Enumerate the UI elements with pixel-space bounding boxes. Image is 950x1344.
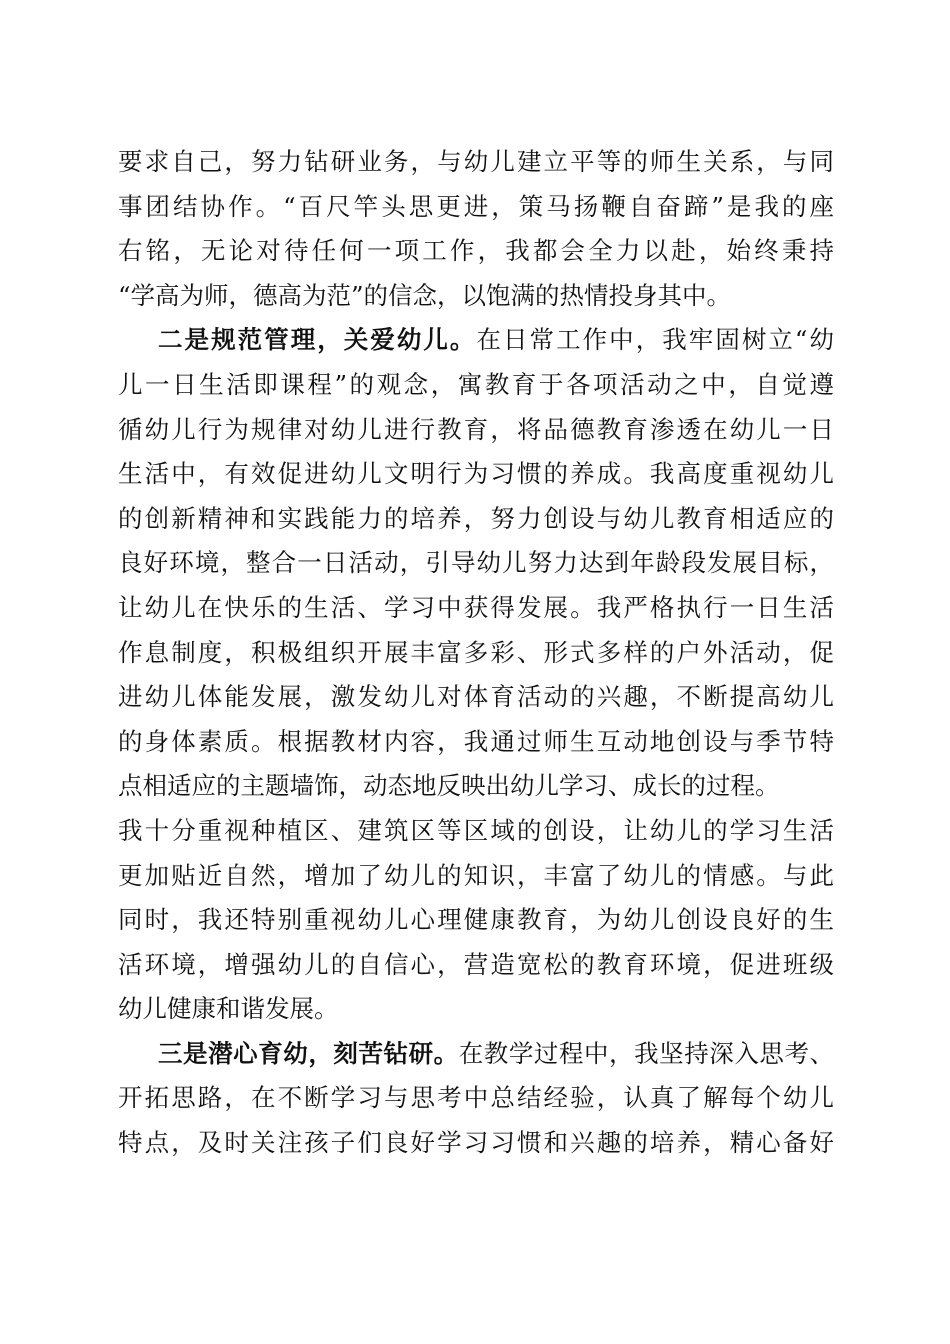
text-line: 活环境，增强幼儿的自信心，营造宽松的教育环境，促进班级: [118, 949, 834, 979]
text-line: 生活中，有效促进幼儿文明行为习惯的养成。我高度重视幼儿: [118, 459, 834, 489]
text-line: 右铭，无论对待任何一项工作，我都会全力以赴，始终秉持: [118, 236, 834, 266]
paragraph-1: [118, 140, 834, 318]
text-line: 同时，我还特别重视幼儿心理健康教育，为幼儿创设良好的生: [118, 905, 834, 935]
text-line: 的创新精神和实践能力的培养，努力创设与幼儿教育相适应的: [118, 503, 834, 533]
text-line: 幼儿健康和谐发展。: [118, 994, 339, 1024]
text-run: 在日常工作中，我牢固树立“幼: [476, 325, 834, 355]
paragraph-first-line: [118, 318, 834, 363]
text-line: 点相适应的主题墙饰，动态地反映出幼儿学习、成长的过程。: [118, 771, 780, 801]
text-line: 作息制度，积极组织开展丰富多彩、形式多样的户外活动，促: [118, 637, 834, 667]
text-line: 良好环境，整合一日活动，引导幼儿努力达到年龄段发展目标，: [118, 548, 834, 578]
paragraph-3: [118, 1032, 834, 1166]
paragraph-first-line: [118, 1032, 834, 1077]
text-line: 儿一日生活即课程”的观念，寓教育于各项活动之中，自觉遵: [118, 369, 834, 399]
paragraph-2: [118, 318, 834, 1032]
text-line: 事团结协作。“百尺竿头思更进，策马扬鞭自奋蹄”是我的座: [118, 191, 834, 221]
text-line: 要求自己，努力钻研业务，与幼儿建立平等的师生关系，与同: [118, 147, 834, 176]
text-line: 特点，及时关注孩子们良好学习习惯和兴趣的培养，精心备好: [118, 1128, 834, 1158]
text-run: 在教学过程中，我坚持深入思考、: [458, 1038, 835, 1068]
text-line: 我十分重视种植区、建筑区等区域的创设，让幼儿的学习生活: [118, 815, 834, 845]
text-line: 开拓思路，在不断学习与思考中总结经验，认真了解每个幼儿: [118, 1083, 834, 1113]
document-page: [118, 140, 834, 1166]
text-line: 让幼儿在快乐的生活、学习中获得发展。我严格执行一日生活: [118, 592, 834, 622]
text-line: 更加贴近自然，增加了幼儿的知识，丰富了幼儿的情感。与此: [118, 860, 834, 890]
text-line: 的身体素质。根据教材内容，我通过师生互动地创设与季节特: [118, 726, 834, 756]
text-line: 循幼儿行为规律对幼儿进行教育，将品德教育渗透在幼儿一日: [118, 414, 834, 444]
text-line: “学高为师，德高为范”的信念，以饱满的热情投身其中。: [118, 280, 732, 310]
paragraph-heading: 二是规范管理，关爱幼儿。: [158, 325, 477, 355]
paragraph-heading: 三是潜心育幼，刻苦钻研。: [158, 1038, 459, 1068]
text-line: 进幼儿体能发展，激发幼儿对体育活动的兴趣，不断提高幼儿: [118, 682, 834, 712]
